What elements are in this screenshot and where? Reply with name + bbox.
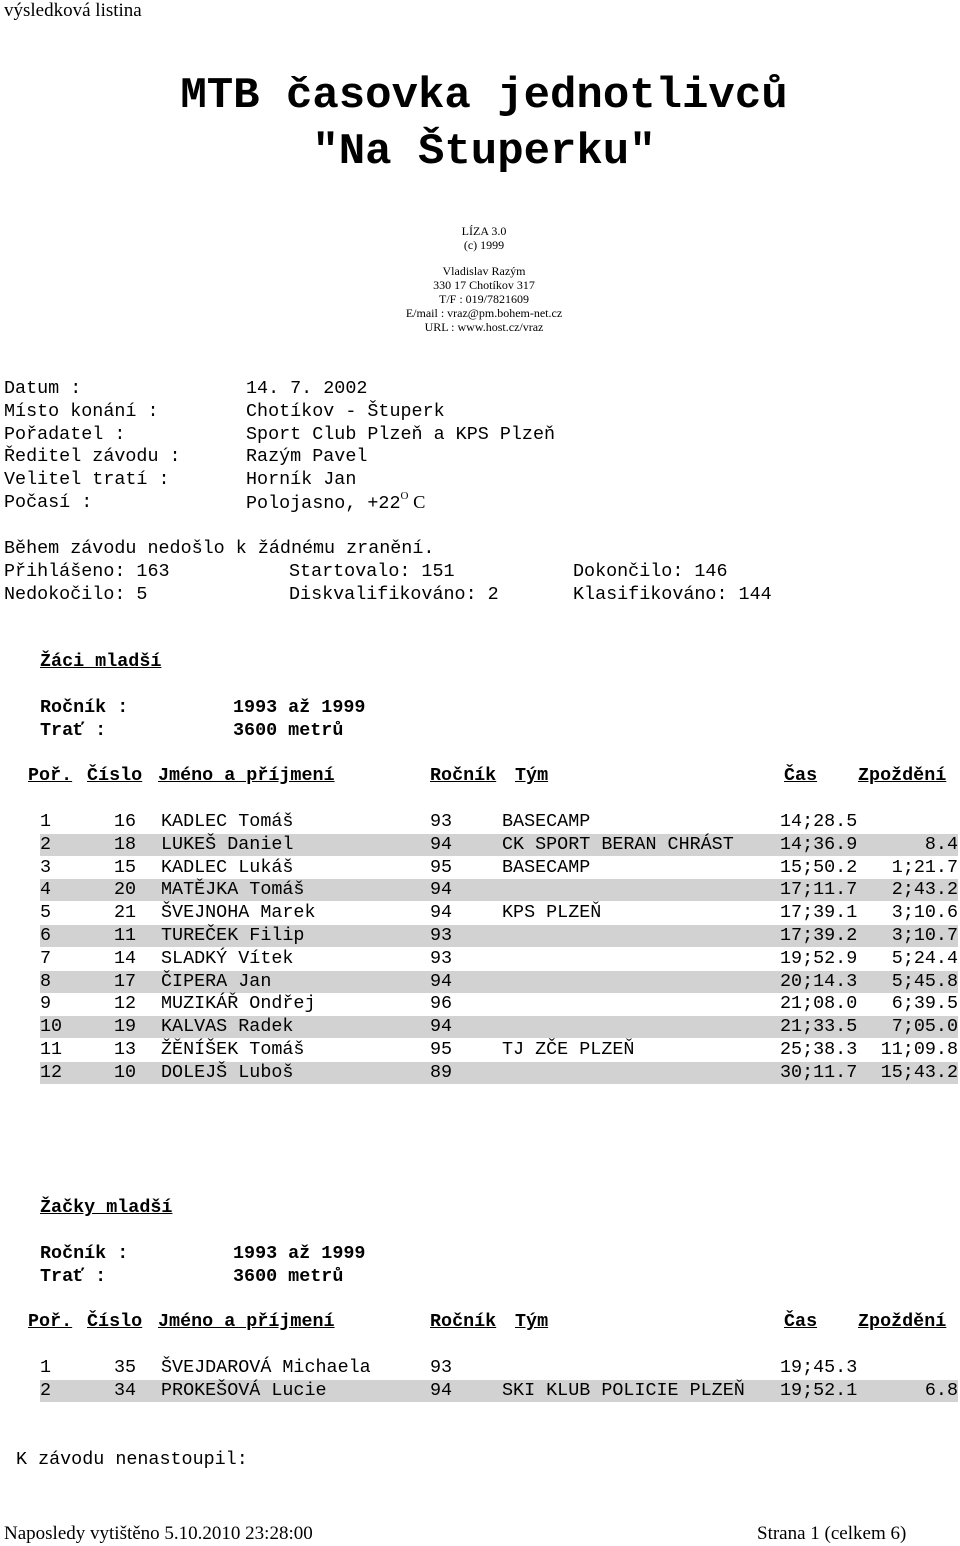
cell-tym: KPS PLZEŇ	[502, 902, 602, 924]
document-label: výsledková listina	[4, 0, 142, 21]
info-value-velitel: Horník Jan	[246, 469, 357, 490]
table-row	[40, 971, 958, 993]
table-row	[40, 834, 958, 856]
info-value-pocasi	[246, 492, 425, 514]
footer-page: Strana 1 (celkem 6)	[757, 1523, 907, 1544]
cell-zpozdeni: 3;10.7	[891, 925, 958, 946]
cell-zpozdeni: 2;43.2	[891, 879, 958, 901]
header-por: Poř.	[28, 1311, 73, 1332]
cell-cas: 17;39.1	[780, 902, 858, 924]
cell-cas: 17;11.7	[780, 879, 858, 901]
header-zpozdeni: Zpoždění	[858, 1311, 947, 1332]
credit-line: Vladislav Razým	[442, 264, 526, 278]
table-row	[40, 1039, 958, 1061]
cell-tym: CK SPORT BERAN CHRÁST	[502, 833, 734, 855]
header-tym: Tým	[515, 765, 549, 786]
cell-cislo: 20	[114, 879, 137, 901]
cell-zpozdeni: 15;43.2	[880, 1061, 958, 1083]
info-key-poradatel: Pořadatel :	[4, 424, 126, 445]
trat-label: Trať :	[40, 720, 107, 741]
cell-cas: 25;38.3	[780, 1039, 858, 1060]
rocnik-value: 1993 až 1999	[233, 697, 366, 718]
cell-zpozdeni: 5;45.8	[891, 970, 958, 992]
info-value-poradatel: Sport Club Plzeň a KPS Plzeň	[246, 424, 556, 445]
table-row	[40, 1062, 958, 1084]
info-key-pocasi: Počasí :	[4, 492, 93, 513]
cell-jmeno: LUKEŠ Daniel	[161, 833, 294, 855]
table-row	[40, 902, 958, 924]
credit-line: LÍZA 3.0	[461, 224, 507, 238]
cell-cas: 14;28.5	[780, 811, 858, 832]
title-line-2: "Na Štuperku"	[312, 127, 656, 177]
cell-por: 5	[40, 902, 52, 924]
cell-cislo: 21	[114, 902, 137, 924]
cell-rocnik: 93	[430, 811, 453, 832]
info-value-datum: 14. 7. 2002	[246, 378, 368, 399]
trat-value: 3600 metrů	[233, 720, 344, 741]
cell-cas: 15;50.2	[780, 856, 858, 878]
cell-por: 1	[40, 811, 52, 832]
cell-cislo: 35	[114, 1357, 137, 1378]
info-key-velitel: Velitel tratí :	[4, 469, 170, 490]
cell-rocnik: 93	[430, 925, 453, 946]
cell-rocnik: 89	[430, 1061, 453, 1083]
credit-line: (c) 1999	[463, 238, 505, 252]
cell-tym: BASECAMP	[502, 811, 591, 832]
header-zpozdeni: Zpoždění	[858, 765, 947, 786]
cell-jmeno: MUZIKÁŘ Ondřej	[161, 993, 316, 1015]
nenastoupil-label: K závodu nenastoupil:	[16, 1449, 248, 1470]
cell-zpozdeni: 6.8	[924, 1379, 958, 1401]
cell-por: 10	[40, 1016, 63, 1038]
cell-cas: 21;33.5	[780, 1016, 858, 1038]
info-key-datum: Datum :	[4, 378, 82, 399]
cell-cas: 19;52.1	[780, 1379, 858, 1401]
cell-rocnik: 94	[430, 1379, 453, 1401]
cell-por: 12	[40, 1061, 63, 1083]
cell-rocnik: 93	[430, 947, 453, 969]
cell-cislo: 16	[114, 811, 137, 832]
cell-cislo: 10	[114, 1061, 137, 1083]
header-jmeno: Jméno a příjmení	[158, 1311, 335, 1332]
rocnik-value: 1993 až 1999	[233, 1243, 366, 1264]
cell-jmeno: ŽĚNÍŠEK Tomáš	[161, 1039, 305, 1060]
cell-jmeno: SLADKÝ Vítek	[161, 947, 294, 969]
cell-jmeno: KADLEC Lukáš	[161, 856, 294, 878]
cell-cislo: 12	[114, 993, 137, 1015]
cell-por: 3	[40, 856, 52, 878]
cell-zpozdeni: 1;21.7	[891, 856, 958, 878]
cell-tym: BASECAMP	[502, 856, 591, 878]
cell-por: 7	[40, 947, 52, 969]
cell-rocnik: 96	[430, 993, 453, 1015]
stat-dokoncilo: Dokončilo: 146	[573, 561, 728, 582]
header-cas: Čas	[784, 765, 818, 786]
rocnik-label: Ročník :	[40, 1243, 129, 1264]
cell-cas: 19;45.3	[780, 1357, 858, 1378]
info-value-misto: Chotíkov - Štuperk	[246, 401, 445, 422]
credit-line: 330 17 Chotíkov 317	[433, 278, 535, 292]
cell-cislo: 18	[114, 833, 137, 855]
cell-cislo: 17	[114, 970, 137, 992]
table-row	[40, 857, 958, 879]
cell-por: 2	[40, 833, 52, 855]
category-title: Žačky mladší	[40, 1197, 173, 1218]
cell-cas: 19;52.9	[780, 947, 858, 969]
cell-por: 2	[40, 1379, 52, 1401]
cell-jmeno: MATĚJKA Tomáš	[161, 879, 305, 901]
info-key-reditel: Ředitel závodu :	[4, 446, 181, 467]
cell-zpozdeni: 7;05.0	[891, 1016, 958, 1038]
cell-cislo: 19	[114, 1016, 137, 1038]
cell-cislo: 15	[114, 856, 137, 878]
header-rocnik: Ročník	[430, 765, 497, 786]
category-title: Žáci mladší	[40, 651, 162, 672]
cell-por: 8	[40, 970, 52, 992]
injury-note: Během závodu nedošlo k žádnému zranění.	[4, 538, 435, 559]
cell-zpozdeni: 11;09.8	[880, 1039, 958, 1060]
cell-zpozdeni: 6;39.5	[891, 993, 958, 1015]
cell-zpozdeni: 8.4	[924, 833, 958, 855]
header-jmeno: Jméno a příjmení	[158, 765, 335, 786]
cell-rocnik: 95	[430, 1039, 453, 1060]
stat-nedokoncilo: Nedokočilo: 5	[4, 584, 148, 605]
cell-rocnik: 94	[430, 902, 453, 924]
cell-jmeno: KADLEC Tomáš	[161, 811, 294, 832]
credit-line: E/mail : vraz@pm.bohem-net.cz	[405, 306, 563, 320]
table-row	[40, 1357, 958, 1379]
cell-rocnik: 93	[430, 1357, 453, 1378]
cell-cas: 17;39.2	[780, 925, 858, 946]
cell-rocnik: 94	[430, 1016, 453, 1038]
table-row	[40, 925, 958, 947]
info-value-reditel: Razým Pavel	[246, 446, 368, 467]
cell-cislo: 14	[114, 947, 137, 969]
table-row	[40, 879, 958, 901]
table-row	[40, 1016, 958, 1038]
cell-tym: TJ ZČE PLZEŇ	[502, 1039, 635, 1060]
cell-por: 9	[40, 993, 52, 1015]
table-row	[40, 1380, 958, 1402]
cell-jmeno: ŠVEJNOHA Marek	[161, 902, 316, 924]
stat-diskvalifikovano: Diskvalifikováno: 2	[289, 584, 499, 605]
weather-text: Polojasno, +22	[246, 493, 401, 514]
cell-cislo: 13	[114, 1039, 137, 1060]
cell-por: 1	[40, 1357, 52, 1378]
cell-cas: 21;08.0	[780, 993, 858, 1015]
credit-line: T/F : 019/7821609	[438, 292, 529, 306]
header-cas: Čas	[784, 1311, 818, 1332]
cell-cislo: 11	[114, 925, 137, 946]
header-cislo: Číslo	[87, 765, 143, 786]
cell-por: 6	[40, 925, 52, 946]
trat-label: Trať :	[40, 1266, 107, 1287]
info-key-misto: Místo konání :	[4, 401, 159, 422]
cell-rocnik: 94	[430, 879, 453, 901]
cell-por: 11	[40, 1039, 63, 1060]
trat-value: 3600 metrů	[233, 1266, 344, 1287]
cell-jmeno: ČIPERA Jan	[161, 970, 272, 992]
cell-jmeno: TUREČEK Filip	[161, 925, 305, 946]
credit-line: URL : www.host.cz/vraz	[424, 320, 544, 334]
header-rocnik: Ročník	[430, 1311, 497, 1332]
title-line-1: MTB časovka jednotlivců	[180, 71, 788, 121]
weather-unit: C	[408, 492, 426, 512]
cell-rocnik: 94	[430, 833, 453, 855]
cell-zpozdeni: 5;24.4	[891, 947, 958, 969]
stat-startovalo: Startovalo: 151	[289, 561, 455, 582]
cell-jmeno: ŠVEJDAROVÁ Michaela	[161, 1357, 371, 1378]
cell-jmeno: KALVAS Radek	[161, 1016, 294, 1038]
degree-sign: O	[400, 490, 409, 502]
table-row	[40, 948, 958, 970]
cell-zpozdeni: 3;10.6	[891, 902, 958, 924]
cell-rocnik: 95	[430, 856, 453, 878]
cell-cas: 14;36.9	[780, 833, 858, 855]
cell-tym: SKI KLUB POLICIE PLZEŇ	[502, 1379, 745, 1401]
cell-cas: 20;14.3	[780, 970, 858, 992]
rocnik-label: Ročník :	[40, 697, 129, 718]
table-row	[40, 993, 958, 1015]
header-por: Poř.	[28, 765, 73, 786]
cell-por: 4	[40, 879, 52, 901]
header-tym: Tým	[515, 1311, 549, 1332]
cell-cas: 30;11.7	[780, 1061, 858, 1083]
cell-rocnik: 94	[430, 970, 453, 992]
footer-printed: Naposledy vytištěno 5.10.2010 23:28:00	[4, 1523, 313, 1544]
cell-cislo: 34	[114, 1379, 137, 1401]
table-row	[40, 811, 958, 833]
stat-klasifikovano: Klasifikováno: 144	[573, 584, 772, 605]
cell-jmeno: DOLEJŠ Luboš	[161, 1061, 294, 1083]
cell-jmeno: PROKEŠOVÁ Lucie	[161, 1379, 327, 1401]
stat-prihlaseno: Přihlášeno: 163	[4, 561, 170, 582]
header-cislo: Číslo	[87, 1311, 143, 1332]
